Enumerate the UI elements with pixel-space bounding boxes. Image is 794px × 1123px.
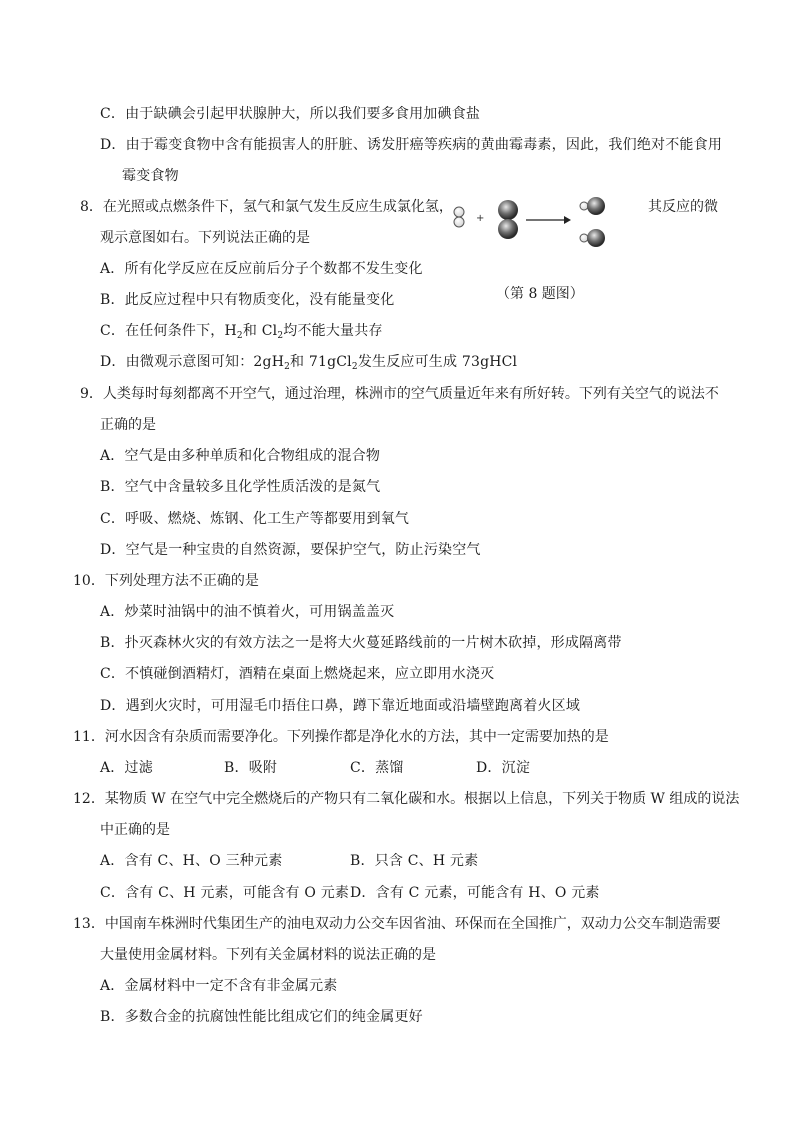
q8-option-b: B．此反应过程中只有物质变化，没有能量变化 <box>100 292 395 308</box>
chlorine-molecule <box>498 200 518 239</box>
reaction-arrow <box>526 216 571 224</box>
q11-option-c: C．蒸馏 <box>350 760 404 776</box>
q9-option-a: A．空气是由多种单质和化合物组成的混合物 <box>100 448 381 464</box>
q8-c-sub-1: 2 <box>236 331 243 341</box>
q8-d-sub-1: 2 <box>284 362 291 372</box>
q10-option-d: D．遇到火灾时，可用湿毛巾捂住口鼻，蹲下靠近地面或沿墙壁跑离着火区域 <box>100 698 581 714</box>
q8-c-text-3: 均不能大量共存 <box>283 323 383 339</box>
q8-d-text-3: 发生反应可生成 73gHCl <box>357 354 518 370</box>
hydrogen-molecule <box>454 207 464 227</box>
q7-option-c: C．由于缺碘会引起甲状腺肿大，所以我们要多食用加碘食盐 <box>100 106 481 122</box>
q10-stem: 10．下列处理方法不正确的是 <box>73 573 259 589</box>
q12-option-d: D．含有 C 元素，可能含有 H、O 元素 <box>350 885 600 901</box>
q8-d-text-2: 和 71gCl <box>290 354 352 370</box>
q11-option-d: D．沉淀 <box>476 760 531 776</box>
q9-option-d: D．空气是一种宝贵的自然资源，要保护空气，防止污染空气 <box>100 542 481 558</box>
q12-stem-line2: 中正确的是 <box>100 822 170 838</box>
q12-option-a: A．含有 C、H、O 三种元素 <box>100 853 283 869</box>
q8-option-c <box>100 321 383 341</box>
q8-c-text-1: C．在任何条件下，H <box>100 323 237 339</box>
q13-stem-line1: 13．中国南车株洲时代集团生产的油电双动力公交车因省油、环保而在全国推广，双动力公交车制造需要 <box>73 916 721 932</box>
q8-stem-line1: 8．在光照或点燃条件下，氢气和氯气发生反应生成氯化氢， <box>80 199 453 215</box>
q8-d-text-1: D．由微观示意图可知：2gH <box>100 354 285 370</box>
q10-option-c: C．不慎碰倒酒精灯，酒精在桌面上燃烧起来，应立即用水浇灭 <box>100 666 495 682</box>
q8-d-sub-2: 2 <box>351 362 358 372</box>
q11-option-a: A．过滤 <box>100 760 153 776</box>
q9-option-c: C．呼吸、燃烧、炼钢、化工生产等都要用到氧气 <box>100 511 410 527</box>
q13-option-b: B．多数合金的抗腐蚀性能比组成它们的纯金属更好 <box>100 1009 423 1025</box>
q8-option-a: A．所有化学反应在反应前后分子个数都不发生变化 <box>100 261 423 277</box>
hcl-molecule-2 <box>580 229 605 247</box>
q8-c-text-2: 和 Cl <box>242 323 278 339</box>
q12-option-b: B．只含 C、H 元素 <box>350 853 479 869</box>
q8-c-sub-2: 2 <box>277 331 284 341</box>
q11-stem: 11．河水因含有杂质而需要净化。下列操作都是净化水的方法，其中一定需要加热的是 <box>73 729 609 745</box>
q13-stem-line2: 大量使用金属材料。下列有关金属材料的说法正确的是 <box>100 947 436 963</box>
q11-option-b: B．吸附 <box>224 760 278 776</box>
q8-stem-line1-tail: 其反应的微 <box>648 199 718 215</box>
q12-stem-line1: 12．某物质 W 在空气中完全燃烧后的产物只有二氧化碳和水。根据以上信息，下列关于物质 W 组成的说法 <box>73 791 740 807</box>
q12-option-c: C．含有 C、H 元素，可能含有 O 元素 <box>100 885 350 901</box>
q8-option-d <box>100 352 517 372</box>
figure-caption: （第 8 题图） <box>496 286 584 302</box>
plus-sign: + <box>476 213 485 224</box>
q9-option-b: B．空气中含量较多且化学性质活泼的是氮气 <box>100 479 381 495</box>
q9-stem-line1: 9．人类每时每刻都离不开空气，通过治理，株洲市的空气质量近年来有所好转。下列有关空气的说法不 <box>80 386 719 402</box>
q9-stem-line2: 正确的是 <box>100 417 156 433</box>
q7-option-d-cont: 霉变食物 <box>122 168 179 184</box>
q7-option-d: D．由于霉变食物中含有能损害人的肝脏、诱发肝癌等疾病的黄曲霉毒素，因此，我们绝对不能食用 <box>100 137 723 153</box>
q10-option-a: A．炒菜时油锅中的油不慎着火，可用锅盖盖灭 <box>100 604 395 620</box>
q13-option-a: A．金属材料中一定不含有非金属元素 <box>100 978 338 994</box>
q10-option-b: B．扑灭森林火灾的有效方法之一是将大火蔓延路线前的一片树木砍掉，形成隔离带 <box>100 635 622 651</box>
q8-stem-line2: 观示意图如右。下列说法正确的是 <box>100 230 310 246</box>
hcl-molecule-1 <box>580 197 605 215</box>
reaction-diagram <box>446 190 646 260</box>
